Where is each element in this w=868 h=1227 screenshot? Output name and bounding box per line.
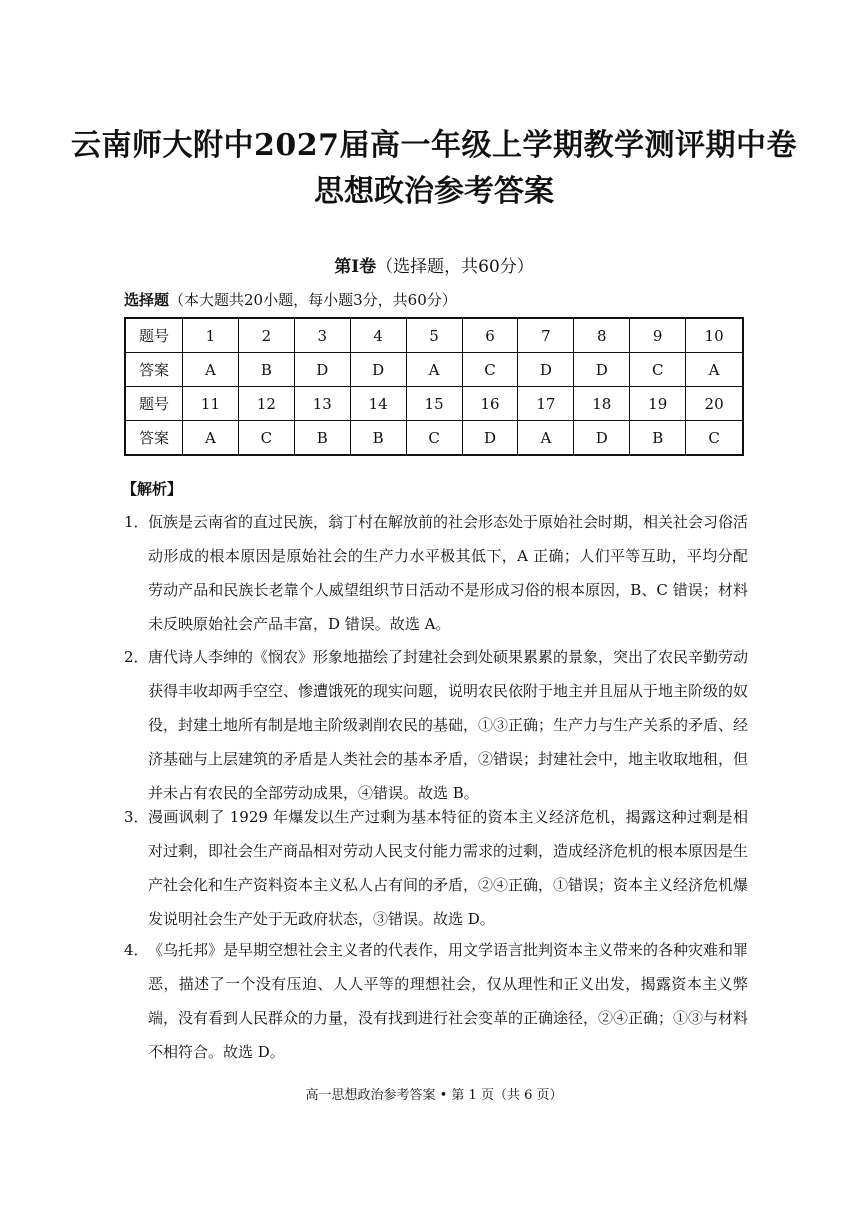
question-number-cell: 5 (406, 318, 462, 353)
row-label-question: 题号 (125, 387, 183, 421)
section-heading (0, 256, 868, 278)
question-number-cell: 17 (518, 387, 574, 421)
answer-cell: A (518, 421, 574, 456)
analysis-heading: 【解析】 (122, 480, 183, 498)
analysis-item-2 (124, 640, 748, 810)
row-label-answer: 答案 (125, 353, 183, 387)
question-number-cell: 19 (630, 387, 686, 421)
answer-cell: D (574, 421, 630, 456)
answer-cell: B (350, 421, 406, 456)
answer-cell: B (630, 421, 686, 456)
question-number-cell: 2 (238, 318, 294, 353)
answer-cell: D (518, 353, 574, 387)
answer-cell: C (686, 421, 743, 456)
question-number-cell: 13 (294, 387, 350, 421)
page-footer: 高一思想政治参考答案 • 第 1 页（共 6 页） (305, 1088, 563, 1103)
answer-cell: A (686, 353, 743, 387)
section-label: 第Ⅰ卷 (334, 257, 377, 277)
question-number-cell: 4 (350, 318, 406, 353)
question-number-cell: 3 (294, 318, 350, 353)
question-number-cell: 9 (630, 318, 686, 353)
answer-cell: C (238, 421, 294, 456)
row-label-question: 题号 (125, 318, 183, 353)
question-number-cell: 8 (574, 318, 630, 353)
answer-cell: A (406, 353, 462, 387)
question-number-cell: 20 (686, 387, 743, 421)
item-text: 漫画讽刺了 1929 年爆发以生产过剩为基本特征的资本主义经济危机，揭露这种过剩是相对过剩，即社会生产商品相对劳动人民支付能力需求的过剩，造成经济危机的根本原因是生产社会化和生产资料资本主义私人占有间的矛盾，②④正确，①错误；资本主义经济危机爆发说明社会生产处于无政府状态，③错误。故选 D。 (148, 808, 749, 928)
question-number-cell: 6 (462, 318, 518, 353)
row-label-answer: 答案 (125, 421, 183, 456)
analysis-item-1 (124, 505, 748, 641)
analysis-item-3 (124, 800, 748, 936)
question-number-cell: 14 (350, 387, 406, 421)
question-number-row (125, 387, 743, 421)
item-number: 2． (124, 648, 149, 666)
answer-cell: A (183, 353, 239, 387)
answer-cell: B (294, 421, 350, 456)
question-number-cell: 11 (183, 387, 239, 421)
answer-cell: D (294, 353, 350, 387)
answer-cell: C (462, 353, 518, 387)
question-instruction (124, 290, 457, 310)
document-title: 云南师大附中2027届高一年级上学期教学测评期中卷 (71, 128, 797, 163)
section-sub: （选择题，共60分） (376, 257, 534, 277)
answer-cell: D (350, 353, 406, 387)
answer-cell: B (238, 353, 294, 387)
answer-cell: C (630, 353, 686, 387)
item-number: 4． (124, 941, 149, 959)
question-number-row (125, 318, 743, 353)
answer-cell: D (462, 421, 518, 456)
question-number-cell: 1 (183, 318, 239, 353)
question-number-cell: 12 (238, 387, 294, 421)
analysis-item-4 (124, 933, 748, 1069)
answer-cell: C (406, 421, 462, 456)
item-text: 《乌托邦》是早期空想社会主义者的代表作，用文学语言批判资本主义带来的各种灾难和罪恶，描述了一个没有压迫、人人平等的理想社会，仅从理性和正义出发，揭露资本主义弊端，没有看到人民群众的力量，没有找到进行社会变革的正确途径，②④正确；①③与材料不相符合。故选 D。 (148, 941, 749, 1061)
item-text: 唐代诗人李绅的《悯农》形象地描绘了封建社会到处硕果累累的景象，突出了农民辛勤劳动获得丰收却两手空空、惨遭饿死的现实问题，说明农民依附于地主并且屈从于地主阶级的奴役，封建土地所有制是地主阶级剥削农民的基础，①③正确；生产力与生产关系的矛盾、经济基础与上层建筑的矛盾是人类社会的基本矛盾，②错误；封建社会中，地主收取地租，但并未占有农民的全部劳动成果，④错误。故选 B。 (148, 648, 749, 802)
item-number: 3． (124, 808, 149, 826)
document-subtitle: 思想政治参考答案 (314, 174, 554, 209)
instruction-text: （本大题共20小题，每小题3分，共60分） (169, 291, 457, 309)
answer-row (125, 421, 743, 456)
answer-row (125, 353, 743, 387)
instruction-bold: 选择题 (124, 291, 170, 309)
question-number-cell: 10 (686, 318, 743, 353)
answer-cell: D (574, 353, 630, 387)
item-number: 1． (124, 513, 149, 531)
item-text: 佤族是云南省的直过民族，翁丁村在解放前的社会形态处于原始社会时期，相关社会习俗活动形成的根本原因是原始社会的生产力水平极其低下，A 正确；人们平等互助，平均分配劳动产品和民族长老靠个人威望组织节日活动不是形成习俗的根本原因，B、C 错误；材料未反映原始社会产品丰富，D 错误。故选 A。 (148, 513, 749, 633)
question-number-cell: 7 (518, 318, 574, 353)
question-number-cell: 15 (406, 387, 462, 421)
answer-cell: A (183, 421, 239, 456)
answer-table (124, 317, 744, 456)
question-number-cell: 18 (574, 387, 630, 421)
question-number-cell: 16 (462, 387, 518, 421)
